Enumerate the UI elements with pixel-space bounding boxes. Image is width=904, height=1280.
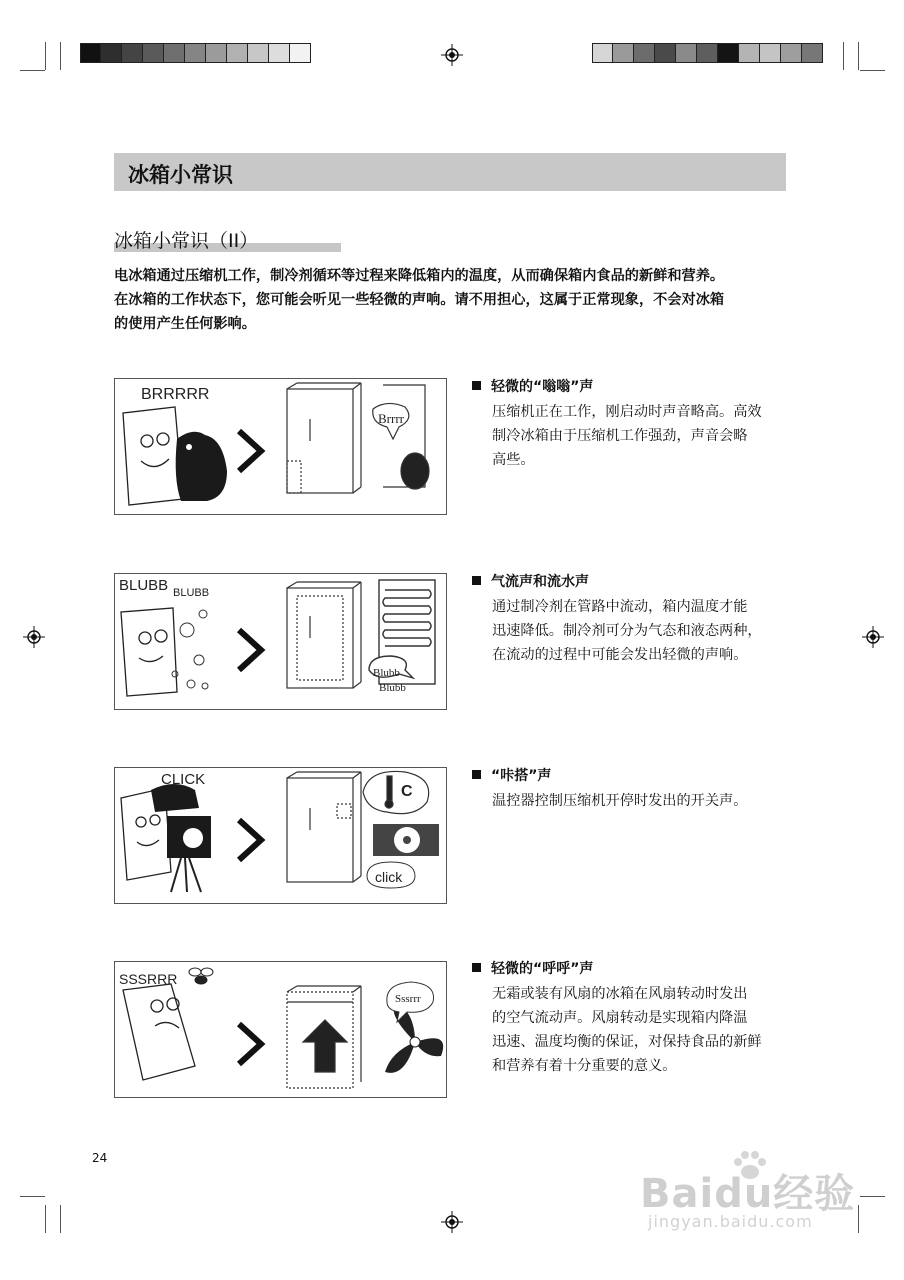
watermark-url: jingyan.baidu.com	[648, 1212, 813, 1231]
crop-mark	[60, 1205, 61, 1233]
bubble-label: Sssrrr	[395, 993, 421, 1005]
illustration-click	[114, 767, 447, 904]
item-title	[472, 958, 792, 978]
color-swatch	[760, 43, 781, 63]
color-swatch	[613, 43, 634, 63]
color-swatch	[101, 43, 122, 63]
bullet-square-icon	[472, 576, 481, 585]
registration-mark-icon	[23, 626, 45, 648]
color-swatch	[718, 43, 739, 63]
item-whoosh	[472, 958, 792, 1078]
watermark	[640, 1150, 890, 1240]
crop-mark	[60, 42, 61, 70]
item-description-line: 压缩机正在工作，刚启动时声音略高。高效	[492, 404, 762, 420]
item-title-text: 轻微的“呼呼”声	[491, 961, 594, 977]
bullet-square-icon	[472, 963, 481, 972]
crop-mark	[20, 70, 45, 71]
bubble-label: Blubb	[379, 682, 406, 694]
color-swatch	[122, 43, 143, 63]
color-swatch	[164, 43, 185, 63]
illustration-flow	[114, 573, 447, 710]
item-title-text: “咔搭”声	[491, 768, 552, 784]
color-swatch	[185, 43, 206, 63]
thermometer-label: C	[401, 783, 413, 800]
crop-mark	[45, 1205, 46, 1233]
item-description-line: 温控器控制压缩机开停时发出的开关声。	[492, 793, 748, 809]
item-title	[472, 765, 792, 785]
item-description-line: 高些。	[492, 452, 535, 468]
bullet-square-icon	[472, 770, 481, 779]
item-description-line: 通过制冷剂在管路中流动，箱内温度才能	[492, 599, 748, 615]
thermometer-icon	[363, 771, 429, 813]
item-description-line: 无霜或装有风扇的冰箱在风扇转动时发出	[492, 986, 748, 1002]
camera-icon	[151, 784, 211, 892]
watermark-brand: Baidu经验	[640, 1171, 856, 1217]
color-swatch	[676, 43, 697, 63]
crop-mark	[20, 1196, 45, 1197]
item-description	[492, 400, 792, 472]
color-calibration-bar-left	[80, 43, 311, 63]
color-swatch	[248, 43, 269, 63]
item-click	[472, 765, 792, 813]
sound-label: BLUBB	[173, 587, 210, 599]
registration-mark-icon	[441, 44, 463, 66]
item-title	[472, 376, 792, 396]
color-swatch	[739, 43, 760, 63]
item-description-line: 在流动的过程中可能会发出轻微的声响。	[492, 647, 748, 663]
item-humming	[472, 376, 792, 472]
arrow-icon	[239, 431, 261, 471]
color-swatch	[781, 43, 802, 63]
cat-icon	[176, 432, 227, 501]
item-title	[472, 571, 792, 591]
color-swatch	[655, 43, 676, 63]
bubble-label: click	[375, 869, 403, 885]
crop-mark	[858, 42, 859, 70]
arrow-icon	[239, 630, 261, 670]
color-swatch	[634, 43, 655, 63]
section-title: 冰箱小常识（II）	[114, 230, 259, 252]
refrigerator-icon	[287, 986, 361, 1088]
illustration-whoosh	[114, 961, 447, 1098]
color-swatch	[269, 43, 290, 63]
item-title-text: 轻微的“嗡嗡”声	[491, 379, 594, 395]
bubble-label: Brrrr	[378, 411, 404, 426]
item-description-line: 制冷冰箱由于压缩机工作强劲，声音会略	[492, 428, 748, 444]
crop-mark	[843, 42, 844, 70]
item-description	[492, 789, 792, 813]
sound-label: SSSRRR	[119, 971, 178, 987]
registration-mark-icon	[862, 626, 884, 648]
sound-label: CLICK	[161, 771, 206, 788]
item-description	[492, 595, 792, 667]
refrigerator-icon	[287, 772, 361, 882]
arrow-icon	[239, 1024, 261, 1064]
refrigerator-icon	[287, 383, 361, 493]
crop-mark	[45, 42, 46, 70]
sound-label: BLUBB	[119, 577, 169, 594]
crop-mark	[860, 70, 885, 71]
item-description-line: 迅速降低。制冷剂可分为气态和液态两种，	[492, 623, 762, 639]
color-swatch	[80, 43, 101, 63]
color-swatch	[290, 43, 311, 63]
page-number: 24	[92, 1151, 108, 1165]
sound-label: BRRRRR	[141, 386, 210, 403]
fly-icon	[189, 968, 213, 984]
item-description-line: 和营养有着十分重要的意义。	[492, 1058, 677, 1074]
illustration-humming	[114, 378, 447, 515]
color-swatch	[802, 43, 823, 63]
color-swatch	[697, 43, 718, 63]
item-description-line: 迅速、温度均衡的保证，对保持食品的新鲜	[492, 1034, 762, 1050]
bullet-square-icon	[472, 381, 481, 390]
cartoon-fridge-icon	[123, 407, 183, 505]
cartoon-fridge-icon	[121, 608, 177, 696]
color-swatch	[206, 43, 227, 63]
color-swatch	[227, 43, 248, 63]
refrigerator-icon	[287, 582, 361, 688]
arrow-icon	[239, 820, 261, 860]
item-flow	[472, 571, 792, 667]
color-swatch	[143, 43, 164, 63]
intro-line: 的使用产生任何影响。	[114, 316, 256, 332]
compressor-icon	[373, 385, 429, 489]
color-calibration-bar-right	[592, 43, 823, 63]
registration-mark-icon	[441, 1211, 463, 1233]
intro-line: 电冰箱通过压缩机工作，制冷剂循环等过程来降低箱内的温度，从而确保箱内食品的新鲜和营养。	[114, 268, 725, 284]
cartoon-fridge-icon	[123, 984, 195, 1080]
item-description	[492, 982, 792, 1078]
intro-paragraph	[114, 264, 794, 336]
bubbles-icon	[172, 610, 208, 689]
color-swatch	[592, 43, 613, 63]
item-description-line: 的空气流动声。风扇转动是实现箱内降温	[492, 1010, 748, 1026]
item-title-text: 气流声和流水声	[491, 574, 589, 590]
intro-line: 在冰箱的工作状态下，您可能会听见一些轻微的声响。请不用担心，这属于正常现象，不会对冰箱	[114, 292, 725, 308]
page-title: 冰箱小常识	[128, 163, 233, 187]
bubble-label: Blubb	[373, 667, 400, 679]
